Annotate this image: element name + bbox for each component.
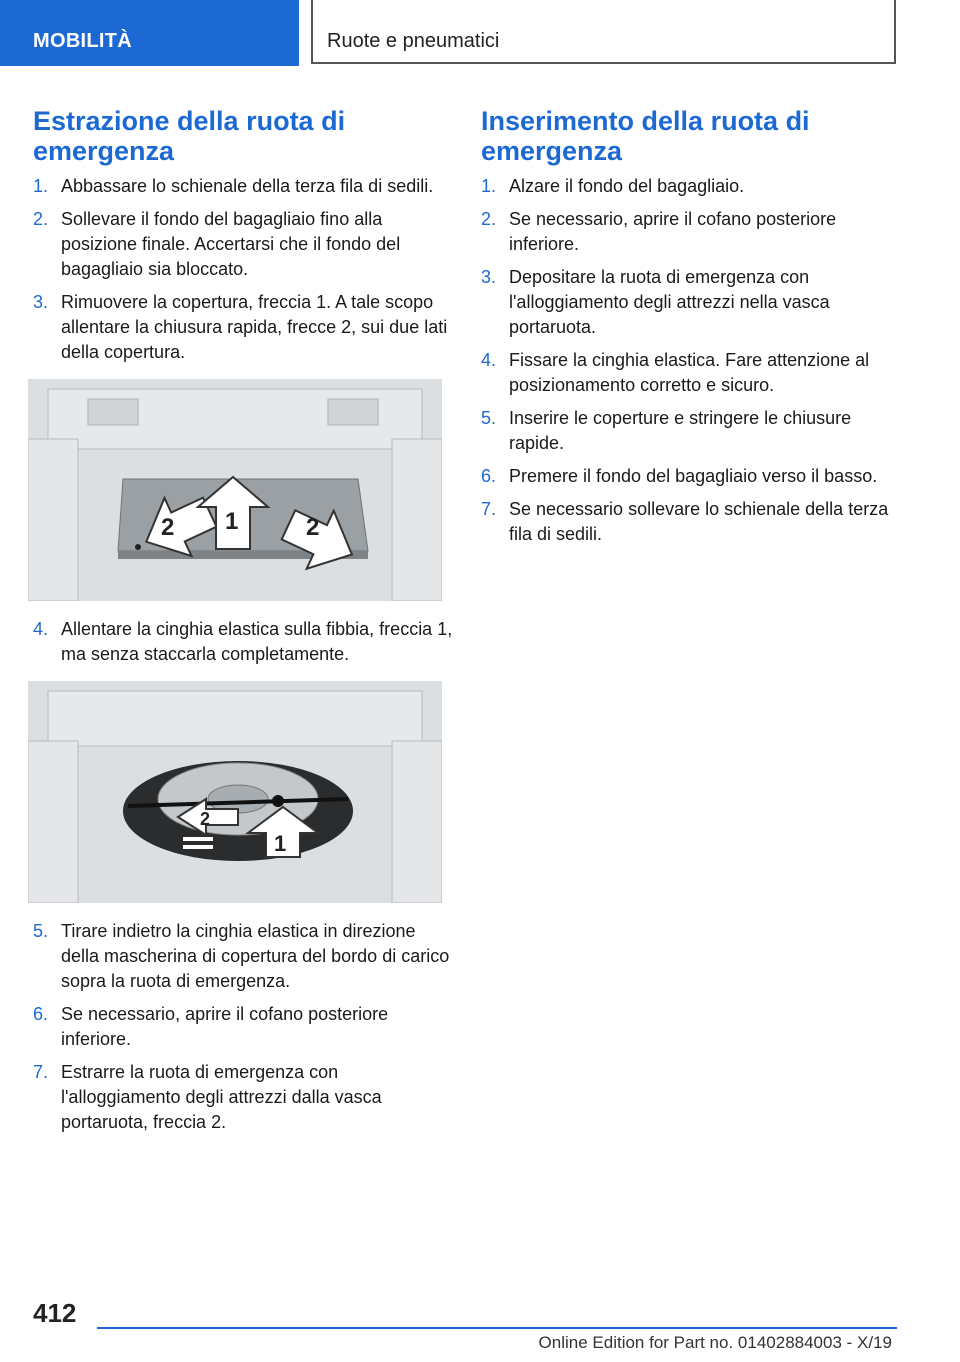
step-text: Inserire le coperture e stringere le chiusure rapide. xyxy=(509,408,852,453)
trunk-cover-drawing xyxy=(28,379,442,601)
list-item xyxy=(481,406,901,456)
step-number: 4. xyxy=(33,619,49,639)
section-tab: MOBILITÀ xyxy=(0,0,299,66)
step-text: Tirare indietro la cinghia elastica in direzione della mascherina di copertura del bordo di carico sopra la ruota di emergenza. xyxy=(61,921,450,991)
step-number: 7. xyxy=(33,1062,49,1082)
step-number: 5. xyxy=(33,921,49,941)
step-text: Se necessario, aprire il cofano posteriore inferiore. xyxy=(61,1004,389,1049)
list-item xyxy=(481,348,901,398)
footer-divider xyxy=(97,1327,897,1329)
step-text: Alzare il fondo del bagagliaio. xyxy=(509,176,745,196)
list-item xyxy=(481,174,901,199)
arrow-label: 1 xyxy=(225,508,239,535)
arrow-label: 2 xyxy=(200,809,211,829)
step-number: 4. xyxy=(481,350,497,370)
step-number: 5. xyxy=(481,408,497,428)
section-heading: Inserimento della ruota di emergenza xyxy=(481,106,810,166)
steps-list xyxy=(33,617,453,667)
page-header xyxy=(0,0,960,66)
list-item xyxy=(33,1002,453,1052)
list-item xyxy=(33,617,453,667)
page-number: 412 xyxy=(33,1298,77,1328)
step-text: Fissare la cinghia elastica. Fare attenzione al posizionamento corretto e sicuro. xyxy=(509,350,870,395)
list-item xyxy=(33,290,453,365)
step-text: Se necessario, aprire il cofano posteriore inferiore. xyxy=(509,209,837,254)
step-text: Estrarre la ruota di emergenza con l'alloggiamento degli attrezzi dalla vasca portaruota, freccia 2. xyxy=(61,1062,382,1132)
step-text: Abbassare lo schienale della terza fila di sedili. xyxy=(61,176,434,196)
step-text: Depositare la ruota di emergenza con l'alloggiamento degli attrezzi nella vasca portaruota. xyxy=(509,267,830,337)
list-item xyxy=(33,207,453,282)
list-item xyxy=(481,207,901,257)
arrow-label: 2 xyxy=(306,514,320,541)
spare-wheel-drawing xyxy=(28,681,442,903)
arrow-label: 2 xyxy=(161,514,175,541)
step-text: Rimuovere la copertura, freccia 1. A tale scopo allentare la chiusura rapida, frecce 2, sui due lati della copertura. xyxy=(61,292,448,362)
list-item xyxy=(481,265,901,340)
list-item xyxy=(481,464,901,489)
steps-list xyxy=(33,174,453,365)
arrow-label: 1 xyxy=(274,831,287,856)
step-number: 2. xyxy=(33,209,49,229)
chapter-title: Ruote e pneumatici xyxy=(311,0,896,64)
list-item xyxy=(33,174,453,199)
step-number: 7. xyxy=(481,499,497,519)
step-text: Sollevare il fondo del bagagliaio fino alla posizione finale. Accertarsi che il fondo del bagagliaio sia bloccato. xyxy=(61,209,401,279)
step-text: Allentare la cinghia elastica sulla fibbia, freccia 1, ma senza staccarla completamente. xyxy=(61,619,453,664)
list-item xyxy=(481,497,901,547)
edition-note: Online Edition for Part no. 01402884003 - X/19 xyxy=(538,1333,892,1352)
step-number: 6. xyxy=(481,466,497,486)
step-text: Premere il fondo del bagagliaio verso il basso. xyxy=(509,466,878,486)
steps-list xyxy=(33,919,453,1135)
step-number: 6. xyxy=(33,1004,49,1024)
left-column xyxy=(33,100,453,1143)
step-number: 2. xyxy=(481,209,497,229)
right-column xyxy=(481,100,901,555)
illustration-trunk-cover xyxy=(28,379,442,601)
step-number: 1. xyxy=(481,176,497,196)
step-number: 1. xyxy=(33,176,49,196)
step-number: 3. xyxy=(481,267,497,287)
steps-list xyxy=(481,174,901,547)
step-text: Se necessario sollevare lo schienale della terza fila di sedili. xyxy=(509,499,889,544)
illustration-spare-wheel xyxy=(28,681,442,903)
step-number: 3. xyxy=(33,292,49,312)
section-heading: Estrazione della ruota di emergenza xyxy=(33,106,346,166)
list-item xyxy=(33,919,453,994)
list-item xyxy=(33,1060,453,1135)
